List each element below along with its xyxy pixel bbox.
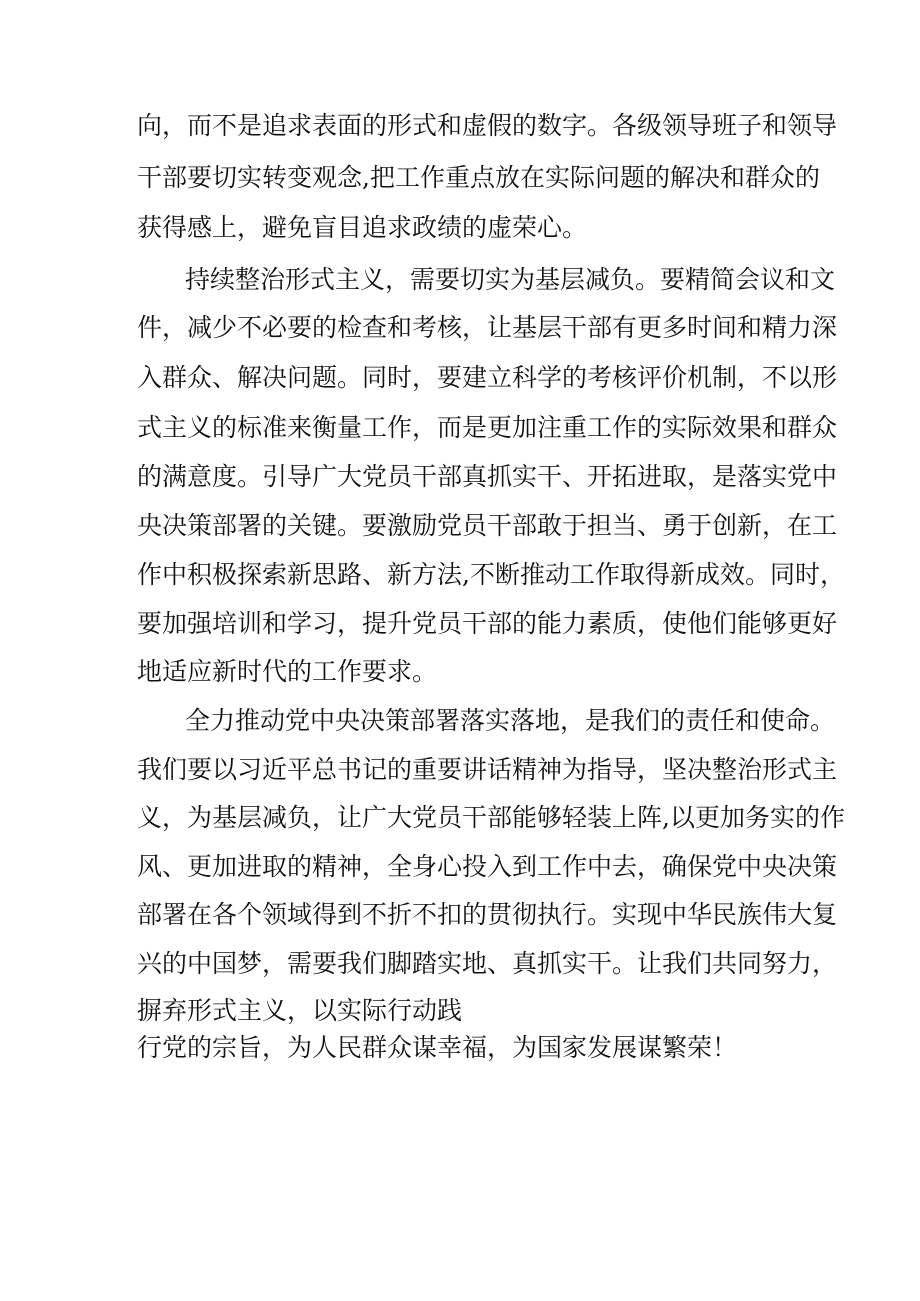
text-line: 的满意度。引导广大党员干部真抓实干、开拓进取，是落实党中: [137, 462, 838, 491]
text-line: 件，减少不必要的检查和考核，让基层干部有更多时间和精力深: [137, 313, 838, 342]
text-line: 摒弃形式主义，以实际行动践: [137, 996, 463, 1025]
text-line: 部署在各个领域得到不折不扣的贯彻执行。实现中华民族伟大复: [137, 900, 838, 929]
text-line: 风、更加进取的精神，全身心投入到工作中去，确保党中央决策: [137, 852, 838, 881]
text-line: 作中积极探索新思路、新方法,不断推动工作取得新成效。同时，: [137, 560, 845, 589]
text-line: 要加强培训和学习，提升党员干部的能力素质，使他们能够更好: [137, 609, 838, 638]
text-line: 我们要以习近平总书记的重要讲话精神为指导，坚决整治形式主: [137, 755, 838, 784]
text-line: 义，为基层减负，让广大党员干部能够轻装上阵,以更加务实的作: [137, 803, 845, 832]
text-line: 式主义的标准来衡量工作，而是更加注重工作的实际效果和群众: [137, 413, 838, 442]
text-line: 获得感上，避免盲目追求政绩的虚荣心。: [137, 213, 588, 242]
text-line: 兴的中国梦，需要我们脚踏实地、真抓实干。让我们共同努力，: [137, 949, 838, 978]
paragraph-first-line: 持续整治形式主义，需要切实为基层减负。要精简会议和文: [185, 265, 836, 294]
text-line: 入群众、解决问题。同时，要建立科学的考核评价机制，不以形: [137, 363, 838, 392]
paragraph-first-line: 全力推动党中央决策部署落实落地，是我们的责任和使命。: [185, 706, 836, 735]
text-line: 向，而不是追求表面的形式和虚假的数字。各级领导班子和领导: [137, 111, 838, 140]
text-line: 干部要切实转变观念,把工作重点放在实际问题的解决和群众的: [137, 163, 820, 192]
text-line: 地适应新时代的工作要求。: [137, 657, 438, 686]
text-line: 行党的宗旨，为人民群众谋幸福，为国家发展谋繁荣！: [137, 1033, 738, 1062]
text-line: 央决策部署的关键。要激励党员干部敢于担当、勇于创新，在工: [137, 511, 838, 540]
